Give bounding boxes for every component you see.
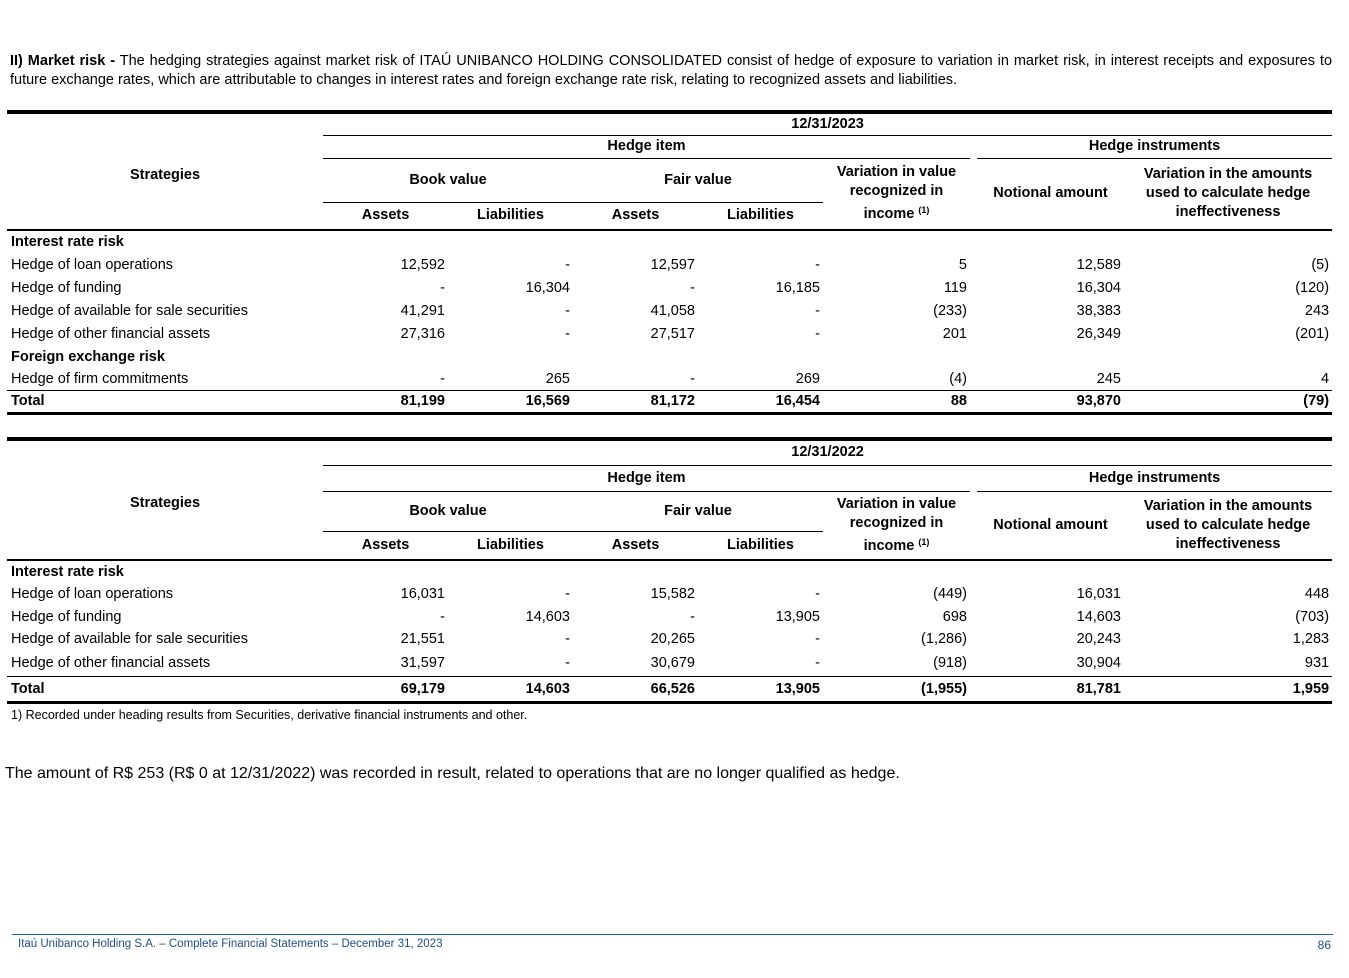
variation-income-header: [823, 491, 970, 560]
cell: 201: [942, 325, 967, 342]
total-label: Total: [7, 676, 323, 702]
cell: 21,551: [400, 631, 445, 647]
cell: 16,569: [448, 390, 573, 413]
cell: 1,283: [1292, 631, 1330, 647]
total-label: Total: [7, 390, 323, 413]
liabilities-header: Liabilities: [698, 531, 823, 560]
cell: -: [815, 654, 820, 671]
row-label: Hedge of available for sale securities: [11, 302, 248, 319]
cell: 4: [1321, 370, 1330, 387]
cell: 38,383: [1076, 302, 1121, 319]
cell: (120): [1295, 279, 1330, 296]
cell: (1,955): [823, 676, 970, 702]
row-label: Hedge of firm commitments: [11, 370, 189, 387]
cell: -: [815, 256, 820, 273]
cell: 119: [943, 279, 967, 296]
cell: 30,679: [650, 654, 695, 671]
row-label: Hedge of loan operations: [11, 256, 174, 273]
cell: 931: [1304, 654, 1330, 671]
cell: (201): [1295, 325, 1330, 342]
fair-value-header: Fair value: [573, 158, 823, 202]
footer-divider: [12, 934, 1333, 935]
cell: 41,291: [400, 302, 445, 319]
cell: -: [690, 370, 695, 387]
cell: 245: [1096, 370, 1121, 387]
table-row: [7, 368, 1332, 390]
cell: 81,199: [323, 390, 448, 413]
cell: -: [815, 585, 820, 602]
book-value-header: Book value: [323, 491, 573, 531]
cell: -: [440, 608, 445, 625]
cell: 13,905: [775, 608, 820, 625]
notional-header: Notional amount: [977, 491, 1124, 560]
liabilities-header: Liabilities: [448, 531, 573, 560]
cell: (703): [1295, 608, 1330, 625]
cell: -: [690, 279, 695, 296]
cell: -: [565, 256, 570, 273]
footer-title: Itaú Unibanco Holding S.A. – Complete Financial Statements – December 31, 2023: [18, 938, 443, 950]
cell: 12,589: [1076, 256, 1121, 273]
cell: -: [815, 325, 820, 342]
cell: -: [440, 279, 445, 296]
cell: (918): [933, 654, 967, 671]
row-label: Hedge of funding: [11, 608, 122, 625]
cell: -: [440, 370, 445, 387]
cell: 81,172: [573, 390, 698, 413]
variation-income-label: Variation in value recognized in income: [836, 164, 957, 223]
cell: -: [690, 608, 695, 625]
intro-paragraph: [10, 52, 1332, 90]
table-row: [7, 650, 1332, 676]
cell: 16,185: [775, 279, 820, 296]
section-interest-rate-risk: Interest rate risk: [7, 560, 1332, 582]
assets-header: Assets: [573, 202, 698, 230]
cell: 16,304: [1076, 279, 1121, 296]
date-header-2023: 12/31/2023: [323, 112, 1332, 135]
hedge-instruments-header: Hedge instruments: [977, 135, 1332, 158]
cell: (233): [933, 302, 967, 319]
cell: (1,286): [921, 631, 967, 647]
book-value-header: Book value: [323, 158, 573, 202]
cell: 30,904: [1076, 654, 1121, 671]
intro-text: The hedging strategies against market risk of ITAÚ UNIBANCO HOLDING CONSOLIDATED consist of hedge of exposure to variation in market risk, in interest receipts and exposures to future exchange rates, which are attributable to changes in interest rates and foreign exchange rate risk, relating to recognized assets and liabilities.: [10, 53, 1333, 88]
row-label: Hedge of loan operations: [11, 585, 174, 602]
date-header-2022: 12/31/2022: [323, 439, 1332, 465]
hedge-instruments-header: Hedge instruments: [977, 465, 1332, 491]
variation-income-header: [823, 158, 970, 230]
cell: 13,905: [698, 676, 823, 702]
cell: 15,582: [650, 585, 695, 602]
table-row: [7, 253, 1332, 276]
cell: -: [565, 654, 570, 671]
strategies-header: Strategies: [129, 167, 201, 183]
cell: 5: [958, 256, 967, 273]
cell: (449): [933, 585, 967, 602]
liabilities-header: Liabilities: [698, 202, 823, 230]
variation-amounts-header: Variation in the amounts used to calculate hedge ineffectiveness: [1124, 158, 1332, 230]
table-row: [7, 322, 1332, 345]
cell: 26,349: [1076, 325, 1121, 342]
footnote-marker: (1): [918, 205, 930, 216]
section-interest-rate-risk: Interest rate risk: [7, 230, 1332, 253]
cell: (5): [1311, 256, 1330, 273]
cell: 66,526: [573, 676, 698, 702]
liabilities-header: Liabilities: [448, 202, 573, 230]
cell: 81,781: [977, 676, 1124, 702]
cell: 12,597: [650, 256, 695, 273]
table-row: [7, 605, 1332, 628]
table-row: [7, 299, 1332, 322]
total-row: [7, 390, 1332, 413]
cell: 41,058: [650, 302, 695, 319]
cell: 243: [1304, 302, 1330, 319]
row-label: Hedge of available for sale securities: [11, 631, 248, 647]
footnote-marker: (1): [918, 536, 930, 547]
row-label: Hedge of other financial assets: [11, 325, 211, 342]
cell: 69,179: [323, 676, 448, 702]
cell: 448: [1304, 585, 1330, 602]
footnote: 1) Recorded under heading results from Securities, derivative financial instruments and other.: [11, 708, 528, 722]
cell: -: [815, 302, 820, 319]
row-label: Hedge of funding: [11, 279, 122, 296]
cell: 269: [795, 370, 820, 387]
fair-value-header: Fair value: [573, 491, 823, 531]
cell: 16,304: [525, 279, 570, 296]
table-row: [7, 276, 1332, 299]
hedge-item-header: Hedge item: [323, 465, 970, 491]
cell: 93,870: [977, 390, 1124, 413]
cell: 14,603: [448, 676, 573, 702]
table-row: [7, 628, 1332, 650]
total-row: [7, 676, 1332, 702]
cell: 16,031: [1076, 585, 1121, 602]
amount-paragraph: The amount of R$ 253 (R$ 0 at 12/31/2022) was recorded in result, related to operations that are no longer qualified as hedge.: [5, 765, 900, 782]
cell: 20,265: [650, 631, 695, 647]
cell: 31,597: [400, 654, 445, 671]
cell: (4): [949, 370, 967, 387]
cell: 20,243: [1076, 631, 1121, 647]
cell: -: [815, 631, 820, 647]
row-label: Hedge of other financial assets: [11, 654, 211, 671]
section-foreign-exchange-risk: Foreign exchange risk: [11, 348, 165, 365]
hedge-table-2022: [7, 437, 1332, 704]
hedge-item-header: Hedge item: [323, 135, 970, 158]
cell: 14,603: [525, 608, 570, 625]
cell: 27,316: [400, 325, 445, 342]
cell: 1,959: [1124, 676, 1332, 702]
table-row: [7, 582, 1332, 605]
assets-header: Assets: [573, 531, 698, 560]
cell: 698: [942, 608, 967, 625]
cell: 16,454: [698, 390, 823, 413]
cell: (79): [1124, 390, 1332, 413]
notional-header: Notional amount: [977, 158, 1124, 230]
intro-heading: II) Market risk -: [10, 53, 116, 69]
assets-header: Assets: [323, 202, 448, 230]
cell: -: [565, 302, 570, 319]
cell: 14,603: [1076, 608, 1121, 625]
variation-amounts-header: Variation in the amounts used to calculate hedge ineffectiveness: [1124, 491, 1332, 560]
cell: -: [565, 585, 570, 602]
assets-header: Assets: [323, 531, 448, 560]
strategies-header: Strategies: [129, 494, 201, 511]
variation-income-label: Variation in value recognized in income: [836, 495, 957, 554]
cell: -: [565, 631, 570, 647]
cell: 12,592: [400, 256, 445, 273]
page-number: 86: [1317, 938, 1331, 952]
cell: 27,517: [650, 325, 695, 342]
hedge-table-2023: [7, 110, 1332, 415]
cell: 88: [823, 390, 970, 413]
cell: 16,031: [400, 585, 445, 602]
cell: -: [565, 325, 570, 342]
cell: 265: [545, 370, 570, 387]
